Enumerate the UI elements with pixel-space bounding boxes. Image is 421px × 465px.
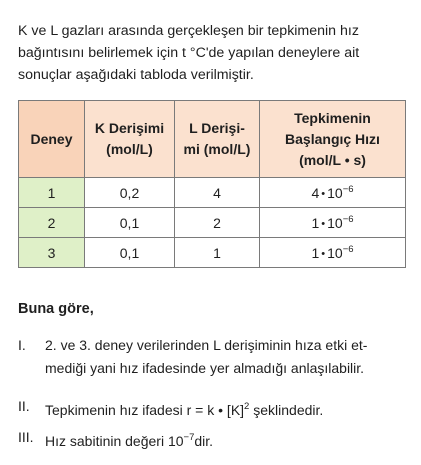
statement-text — [45, 334, 414, 380]
statement-3 — [18, 426, 414, 450]
header-initial-rate — [260, 101, 406, 178]
question-heading: Buna göre, — [18, 301, 94, 317]
rate-exponent: −6 — [342, 244, 354, 255]
multiply-dot: • — [321, 248, 326, 260]
statement-superscript: −7 — [183, 432, 195, 443]
header-k-line-2: (mol/L) — [106, 141, 153, 157]
statement-number: II. — [18, 398, 30, 414]
rate-base: 10 — [327, 215, 343, 231]
statement-line-1: 2. ve 3. deney verilerinden L derişiminin hıza etki et- — [45, 337, 368, 353]
header-l-line-1: L Derişi- — [189, 120, 245, 136]
statement-text-main: Hız sabitinin değeri 10 — [45, 433, 184, 449]
statement-text-tail: şeklindedir. — [249, 402, 324, 418]
rate-coefficient: 4 — [311, 185, 320, 201]
cell-deney: 2 — [19, 208, 85, 238]
cell-rate — [260, 238, 406, 268]
header-k-concentration — [85, 101, 175, 178]
header-l-line-2: mi (mol/L) — [183, 141, 251, 157]
header-rate-line-3: (mol/L • s) — [299, 151, 366, 168]
rate-base: 10 — [327, 245, 343, 261]
intro-line-3: sonuçlar aşağıdaki tabloda verilmiştir. — [18, 67, 254, 83]
cell-k: 0,1 — [85, 208, 175, 238]
statement-1 — [18, 334, 414, 382]
header-rate-line-1: Tepkimenin — [294, 109, 371, 126]
intro-line-2: bağıntısını belirlemek için t °C'de yapılan deneylere ait — [18, 45, 360, 61]
statement-2 — [18, 395, 414, 419]
statement-text-tail: dir. — [194, 433, 214, 449]
cell-l: 1 — [175, 238, 260, 268]
multiply-dot: • — [321, 188, 326, 200]
table-row — [19, 238, 406, 268]
rate-coefficient: 1 — [311, 245, 320, 261]
table-header-row — [19, 101, 406, 178]
statement-superscript: 2 — [244, 401, 250, 412]
cell-l: 2 — [175, 208, 260, 238]
cell-deney: 3 — [19, 238, 85, 268]
cell-deney: 1 — [19, 178, 85, 208]
statement-text — [45, 395, 323, 422]
cell-rate — [260, 208, 406, 238]
cell-l: 4 — [175, 178, 260, 208]
cell-k: 0,2 — [85, 178, 175, 208]
multiply-dot: • — [321, 218, 326, 230]
statement-number: I. — [18, 337, 26, 353]
statement-line-2: mediği yani hız ifadesinde yer almadığı anlaşılabilir. — [45, 360, 365, 376]
header-k-line-1: K Derişimi — [94, 120, 165, 136]
statement-text — [45, 426, 213, 453]
header-rate-line-2: Başlangıç Hızı — [285, 130, 380, 147]
header-deney — [19, 101, 85, 178]
intro-line-1: K ve L gazları arasında gerçekleşen bir tepkimenin hız — [18, 23, 359, 39]
rate-exponent: −6 — [342, 184, 354, 195]
header-deney-label: Deney — [30, 130, 73, 147]
table-row — [19, 178, 406, 208]
statement-text-main: Tepkimenin hız ifadesi r = k • [K] — [45, 402, 245, 418]
rate-exponent: −6 — [342, 214, 354, 225]
rate-coefficient: 1 — [311, 215, 320, 231]
statement-number: III. — [18, 429, 34, 445]
table-row — [19, 208, 406, 238]
rate-base: 10 — [327, 185, 343, 201]
cell-rate — [260, 178, 406, 208]
cell-k: 0,1 — [85, 238, 175, 268]
header-l-concentration — [175, 101, 260, 178]
experiment-table — [18, 100, 406, 268]
intro-paragraph — [18, 20, 414, 86]
